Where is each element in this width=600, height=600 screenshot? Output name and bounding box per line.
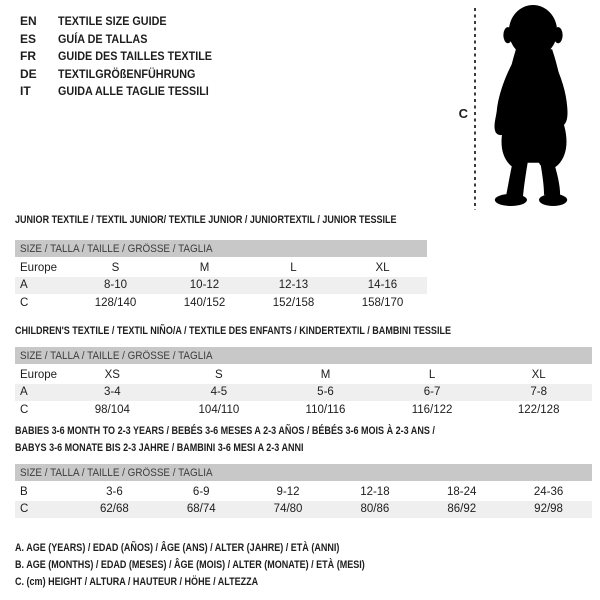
baby-silhouette-icon [481, 4, 585, 210]
babies-size-table [15, 464, 592, 518]
section-title-text: BABYS 3-6 MONATE BIS 2-3 JAHRE / BAMBINI 3-6 MESI A 2-3 ANNI [15, 442, 304, 454]
height-measure-label: C [458, 106, 468, 121]
value-cell: 62/68 [71, 501, 158, 519]
value-cell: 3-6 [106, 485, 123, 498]
language-title-list [20, 13, 229, 101]
language-title: GUIDE DES TAILLES TEXTILE [58, 49, 213, 63]
row-label: C [15, 501, 71, 519]
language-code: DE [20, 66, 37, 81]
section-title-text: BABIES 3-6 MONTH TO 2-3 YEARS / BEBÉS 3-6 MESES A 2-3 AÑOS / BÉBÉS 3-6 MOIS À 2-3 ANS / [15, 425, 435, 437]
language-title: GUÍA DE TALLAS [58, 31, 148, 46]
language-code: EN [20, 14, 37, 28]
list-item [20, 48, 229, 66]
height-measure-line [474, 8, 476, 210]
value-cell: 92/98 [505, 501, 592, 519]
list-item [20, 83, 229, 101]
size-header-bar [15, 464, 592, 482]
value-cell: 3-4 [59, 384, 166, 402]
row-label: Europe [20, 368, 58, 381]
table-row [15, 401, 592, 419]
value-cell: 18-24 [447, 485, 477, 498]
size-cell: M [320, 368, 331, 381]
value-cell: 152/158 [272, 296, 315, 309]
table-row [15, 384, 592, 402]
table-row [15, 482, 592, 501]
section-title-junior [15, 213, 480, 228]
value-cell: 8-10 [71, 277, 160, 295]
footnote-text: A. AGE (YEARS) / EDAD (AÑOS) / ÂGE (ANS) / ALTER (JAHRE) / ETÀ (ANNI) [15, 542, 340, 554]
value-cell: 128/140 [94, 296, 137, 309]
value-cell: 140/152 [183, 296, 226, 309]
row-label: A [15, 384, 59, 402]
value-cell: 10-12 [160, 277, 249, 295]
value-cell: 4-5 [166, 384, 273, 402]
value-cell: 6-9 [192, 485, 210, 498]
section-title-babies-line2 [15, 441, 367, 456]
value-cell: 5-6 [272, 384, 379, 402]
table-row [15, 501, 592, 519]
size-cell: XL [531, 368, 546, 381]
value-cell: 98/104 [94, 403, 130, 416]
section-title-children [15, 324, 547, 339]
table-row [15, 258, 427, 277]
value-cell: 74/80 [245, 501, 332, 519]
value-cell: 12-13 [249, 277, 338, 295]
junior-size-table [15, 240, 427, 312]
value-cell: 14-16 [338, 277, 427, 295]
row-label: A [15, 277, 71, 295]
value-cell: 80/86 [331, 501, 418, 519]
footnotes [15, 540, 442, 591]
value-cell: 12-18 [360, 485, 390, 498]
size-cell: L [428, 368, 436, 381]
value-cell: 6-7 [379, 384, 486, 402]
value-cell: 7-8 [485, 384, 592, 402]
row-label: C [20, 403, 29, 416]
row-label: B [20, 485, 28, 498]
language-title: GUIDA ALLE TAGLIE TESSILI [58, 84, 209, 98]
footnote-text: C. (cm) HEIGHT / ALTURA / HAUTEUR / HÖHE / ALTEZZA [15, 576, 259, 588]
row-label: C [20, 296, 29, 309]
table-row [15, 365, 592, 384]
table-row [15, 277, 427, 295]
value-cell: 116/122 [411, 403, 453, 416]
size-cell: S [215, 368, 223, 381]
value-cell: 24-36 [533, 485, 564, 498]
list-item [20, 31, 229, 49]
list-item [20, 66, 229, 84]
language-title: TEXTILGRÖßENFÜHRUNG [58, 66, 196, 81]
children-size-table [15, 347, 592, 419]
value-cell: 104/110 [198, 403, 240, 416]
size-cell: XL [375, 261, 390, 274]
section-title-text: JUNIOR TEXTILE / TEXTIL JUNIOR/ TEXTILE JUNIOR / JUNIORTEXTIL / JUNIOR TESSILE [15, 214, 397, 226]
footnote-text: B. AGE (MONTHS) / EDAD (MESES) / ÂGE (MOIS) / ALTER (MONATE) / ETÀ (MESI) [15, 559, 365, 571]
size-header-text: SIZE / TALLA / TAILLE / GRÖSSE / TAGLIA [20, 466, 213, 479]
value-cell: 68/74 [158, 501, 245, 519]
value-cell: 158/170 [361, 296, 404, 309]
language-code: IT [20, 84, 31, 98]
value-cell: 122/128 [517, 403, 560, 416]
footnote-a [15, 540, 442, 557]
size-cell: L [290, 261, 297, 274]
size-cell: S [111, 261, 120, 274]
row-label: Europe [20, 261, 58, 274]
section-title-babies-line1 [15, 424, 527, 439]
size-header-bar [15, 347, 592, 365]
size-cell: XS [104, 368, 120, 381]
table-row [15, 294, 427, 312]
footnote-b [15, 557, 442, 574]
section-title-text: CHILDREN'S TEXTILE / TEXTIL NIÑO/A / TEXTILE DES ENFANTS / KINDERTEXTIL / BAMBINI TESSILE [15, 325, 451, 337]
size-header-bar [15, 240, 427, 258]
value-cell: 9-12 [276, 485, 300, 498]
size-header-text: SIZE / TALLA / TAILLE / GRÖSSE / TAGLIA [20, 349, 213, 362]
size-cell: M [199, 261, 210, 274]
footnote-c [15, 574, 442, 591]
value-cell: 110/116 [305, 403, 346, 416]
size-header-text: SIZE / TALLA / TAILLE / GRÖSSE / TAGLIA [20, 242, 213, 255]
language-code: ES [20, 31, 37, 46]
list-item [20, 13, 229, 31]
value-cell: 86/92 [418, 501, 505, 519]
language-title: TEXTILE SIZE GUIDE [58, 14, 167, 28]
language-code: FR [20, 49, 36, 63]
